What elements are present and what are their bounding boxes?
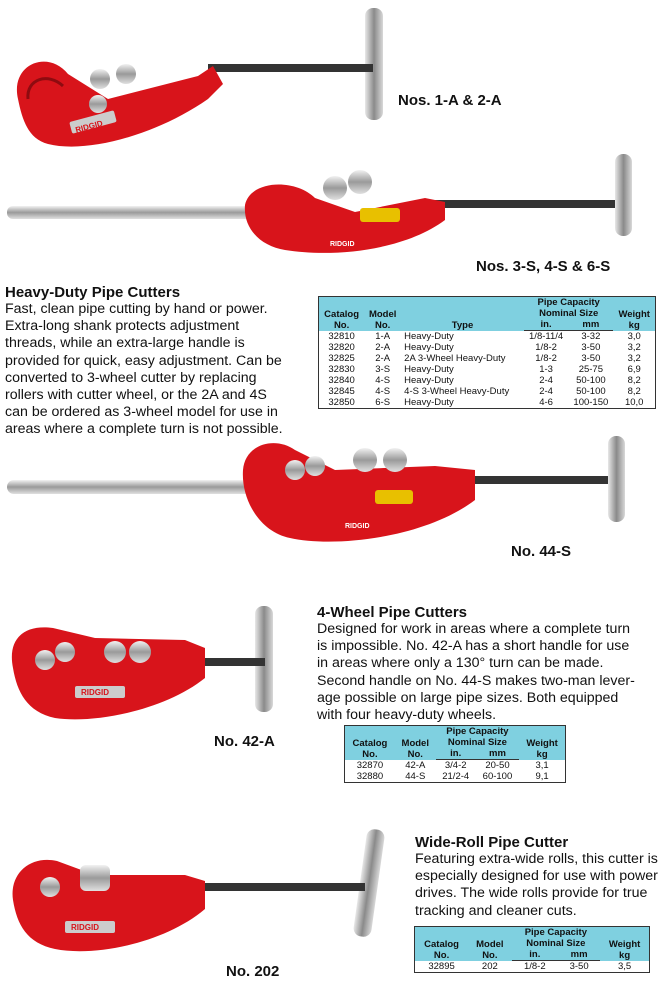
table-row: 32845 4-S 4-S 3-Wheel Heavy-Duty 2-4 50-100 8,2 xyxy=(328,386,641,397)
table-row: 32810 1-A Heavy-Duty 1/8-11/4 3-32 3,0 xyxy=(328,330,641,342)
caption-1a-2a: Nos. 1-A & 2-A xyxy=(398,92,502,109)
ridgid-logo: RIDGID xyxy=(71,923,99,932)
ridgid-logo: RIDGID xyxy=(81,688,109,697)
ridgid-logo: RIDGID xyxy=(345,523,370,530)
wide-roll-description: Featuring extra-wide rolls, this cutter is especially designed for use with power drives. The wide rolls provide for true tracking and cleaner cuts. xyxy=(415,851,658,919)
table-row: 32895 202 1/8-2 3-50 3,5 xyxy=(428,960,632,972)
four-wheel-description: Designed for work in areas where a complete turn is impossible. No. 42-A has a short handle for use in areas where only a 130° turn can be made. Second handle on No. 44-S makes two-man lever- age possible on large pipe sizes. Both equipped with four heavy-duty wheels. xyxy=(317,621,635,724)
caption-42a: No. 42-A xyxy=(214,733,275,750)
pipe-cutter-3s-4s-6s-image xyxy=(5,150,645,260)
table-row: 32825 2-A 2A 3-Wheel Heavy-Duty 1/8-2 3-50 3,2 xyxy=(328,353,641,364)
caption-44s: No. 44-S xyxy=(511,543,572,560)
heavy-duty-title: Heavy-Duty Pipe Cutters xyxy=(5,284,181,301)
table-row: 32820 2-A Heavy-Duty 1/8-2 3-50 3,2 xyxy=(328,342,641,353)
ridgid-logo: RIDGID xyxy=(330,241,355,248)
pipe-cutter-1a-2a-image xyxy=(8,4,393,154)
table-row: 32840 4-S Heavy-Duty 2-4 50-100 8,2 xyxy=(328,375,641,386)
pipe-cutter-44s-image xyxy=(5,430,645,550)
caption-3s-4s-6s: Nos. 3-S, 4-S & 6-S xyxy=(476,258,611,275)
pipe-cutter-42a-image xyxy=(5,598,310,738)
table-row: 32870 42-A 3/4-2 20-50 3,1 xyxy=(356,759,549,771)
pipe-cutter-202-image xyxy=(5,825,410,965)
heavy-duty-table-body xyxy=(319,331,656,409)
table-row: 32830 3-S Heavy-Duty 1-3 25-75 6,9 xyxy=(328,364,641,375)
caption-202: No. 202 xyxy=(226,963,280,980)
four-wheel-title: 4-Wheel Pipe Cutters xyxy=(317,604,468,621)
ridgid-logo: RIDGID xyxy=(74,118,104,135)
wide-roll-title: Wide-Roll Pipe Cutter xyxy=(415,834,569,851)
heavy-duty-description: Fast, clean pipe cutting by hand or power. Extra-long shank protects adjustment threads, while an extra-large handle is provided for quick, easy adjustment. Can be converted to 3-wheel cutter by replacing rollers with cutter wheel, or the 2A and 4S can be ordered as 3-wheel model for use in areas where a complete turn is not possible. xyxy=(5,301,283,438)
wide-roll-spec-table: Catalog No. Model No. Pipe Capacity Nominal Size Weight kg in. mm 32895 202 1/8-2 3-50 3,5 xyxy=(414,926,650,973)
table-row: 32850 6-S Heavy-Duty 4-6 100-150 10,0 xyxy=(328,397,644,408)
four-wheel-spec-table: Catalog No. Model No. Pipe Capacity Nominal Size Weight kg in. mm 32870 42-A 3/4-2 20-50 3,1 32880 44-S 21/2-4 60-100 9,1 xyxy=(344,725,566,783)
heavy-duty-spec-table: Catalog No. Model No. Type Pipe Capacity Nominal Size Weight kg in. mm 32810 1-A Heavy-Duty 1/8-11/4 3-32 3,0 32820 2-A Heavy-Duty 1/8-2 3-50 3,2 32825 2-A 2A 3-Wheel Heavy-Duty 1/8-2 3-50 3,2 32830 3-S Heavy-Duty 1-3 25-75 6,9 32840 4-S Heavy-Duty 2-4 50-100 8,2 32845 4-S 4-S 3-Wheel Heavy-Duty 2-4 50-100 8,2 32850 6-S Heavy-Duty 4-6 100-150 10,0 xyxy=(318,296,656,409)
table-row: 32880 44-S 21/2-4 60-100 9,1 xyxy=(356,771,549,782)
